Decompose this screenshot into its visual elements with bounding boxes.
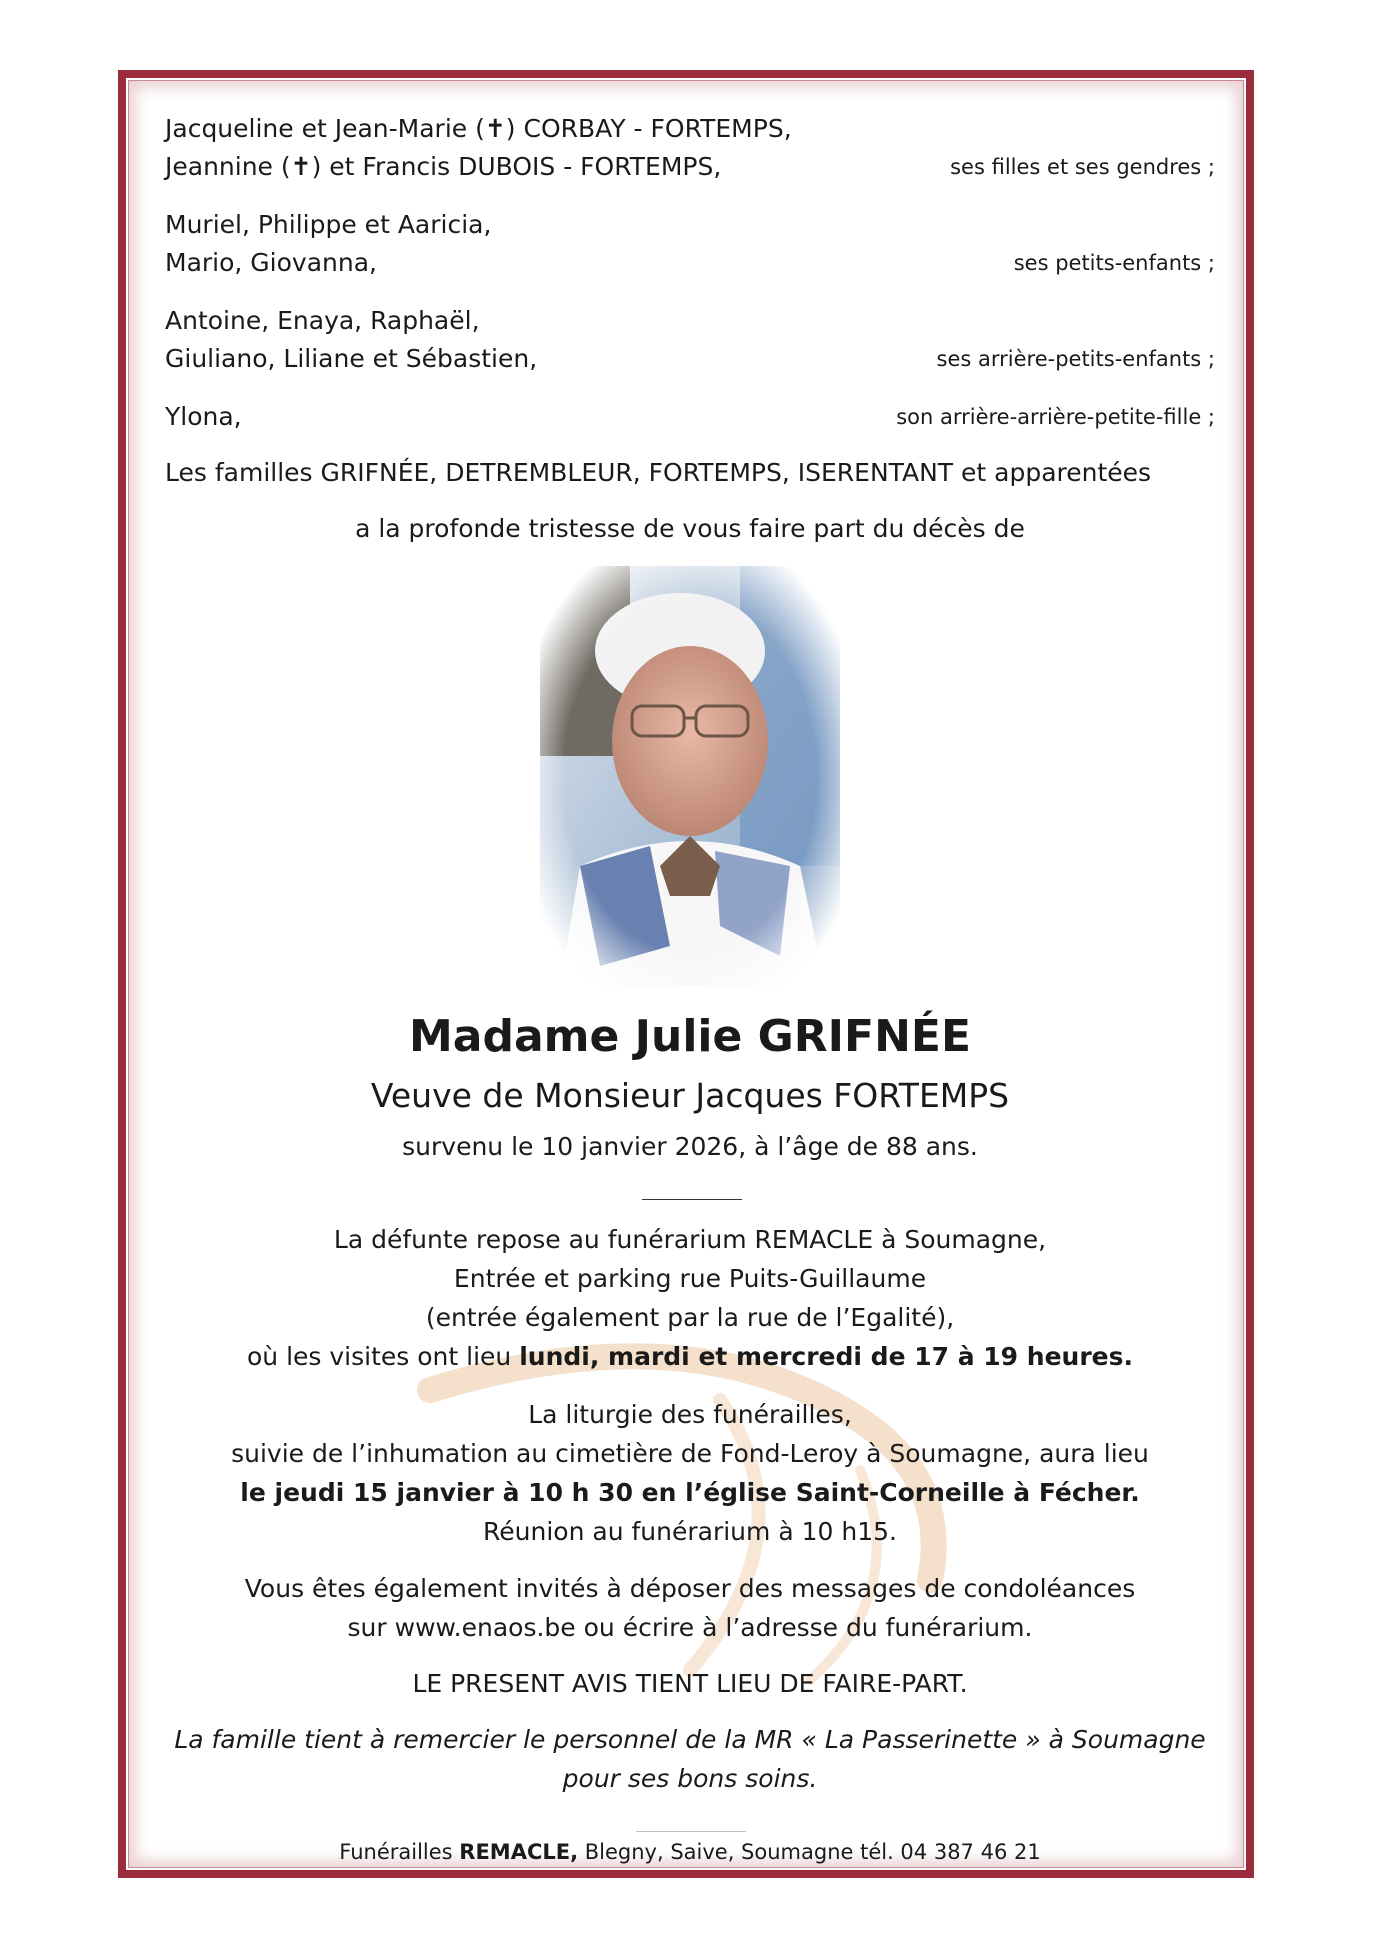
funeral-line: Réunion au funérarium à 10 h15. (483, 1517, 897, 1546)
visitation-prefix: où les visites ont lieu (246, 1342, 520, 1371)
visitation-line: (entrée également par la rue de l’Egalité), (425, 1303, 955, 1332)
family-line (165, 244, 1215, 282)
thanks-line: La famille tient à remercier le personnel de la MR « La Passerinette » à Soumagne (174, 1725, 1206, 1754)
deceased-name: Madame Julie GRIFNÉE (408, 1011, 972, 1062)
family-line (165, 302, 1215, 340)
divider-line (642, 1199, 742, 1200)
family-line (165, 110, 1215, 148)
condolences-line: sur www.enaos.be ou écrire à l’adresse du funérarium. (347, 1613, 1033, 1642)
family-line (165, 206, 1215, 244)
visitation-block (150, 1220, 1230, 1376)
footer-company: REMACLE, (459, 1840, 579, 1864)
family-relation: ses arrière-petits-enfants ; (936, 347, 1215, 371)
widow-of-text: Veuve de Monsieur Jacques FORTEMPS (370, 1076, 1010, 1115)
footer-text (150, 1840, 1230, 1864)
family-list (165, 398, 1215, 436)
condolences-block (150, 1569, 1230, 1647)
family-names: Jacqueline et Jean-Marie (✝) CORBAY - FORTEMPS, (165, 114, 792, 143)
family-line (165, 454, 1215, 492)
thanks-block (150, 1720, 1230, 1798)
visitation-hours: lundi, mardi et mercredi de 17 à 19 heures. (519, 1342, 1133, 1371)
funeral-block (150, 1395, 1230, 1551)
condolences-line: Vous êtes également invités à déposer des messages de condoléances (244, 1574, 1136, 1603)
family-list (165, 302, 1215, 378)
notice-text: LE PRESENT AVIS TIENT LIEU DE FAIRE-PART. (412, 1669, 968, 1698)
family-names: Antoine, Enaya, Raphaël, (165, 306, 480, 335)
family-relation: ses petits-enfants ; (1013, 251, 1215, 275)
family-line (165, 148, 1215, 186)
family-list (165, 454, 1215, 492)
family-names: Jeannine (✝) et Francis DUBOIS - FORTEMPS, (165, 152, 722, 181)
family-list (165, 110, 1215, 186)
funeral-datetime (150, 1473, 1230, 1512)
portrait-photo (540, 566, 840, 986)
funeral-line: suivie de l’inhumation au cimetière de Fond-Leroy à Soumagne, aura lieu (231, 1439, 1149, 1468)
family-names: Muriel, Philippe et Aaricia, (165, 210, 492, 239)
thanks-line: pour ses bons soins. (562, 1764, 818, 1793)
footer-suffix: Blegny, Saive, Soumagne tél. 04 387 46 21 (578, 1840, 1041, 1864)
family-list (165, 206, 1215, 282)
family-names: Mario, Giovanna, (165, 248, 377, 277)
family-relation: son arrière-arrière-petite-fille ; (896, 405, 1215, 429)
death-info-text: survenu le 10 janvier 2026, à l’âge de 88 ans. (402, 1132, 978, 1161)
family-relation: ses filles et ses gendres ; (950, 155, 1215, 179)
funeral-line: La liturgie des funérailles, (528, 1400, 852, 1429)
family-line (165, 340, 1215, 378)
family-line (165, 398, 1215, 436)
footer-prefix: Funérailles (339, 1840, 460, 1864)
announcement-text: a la profonde tristesse de vous faire part du décès de (355, 514, 1025, 543)
visitation-line: La défunte repose au funérarium REMACLE à Soumagne, (333, 1225, 1047, 1254)
family-names: Ylona, (165, 402, 242, 431)
footer-divider (636, 1831, 746, 1832)
funeral-datetime-text: le jeudi 15 janvier à 10 h 30 en l’église Saint-Corneille à Fécher. (240, 1478, 1140, 1507)
family-names: Les familles GRIFNÉE, DETREMBLEUR, FORTEMPS, ISERENTANT et apparentées (165, 458, 1152, 487)
visitation-line (150, 1337, 1230, 1376)
visitation-line: Entrée et parking rue Puits-Guillaume (453, 1264, 927, 1293)
family-names: Giuliano, Liliane et Sébastien, (165, 344, 538, 373)
